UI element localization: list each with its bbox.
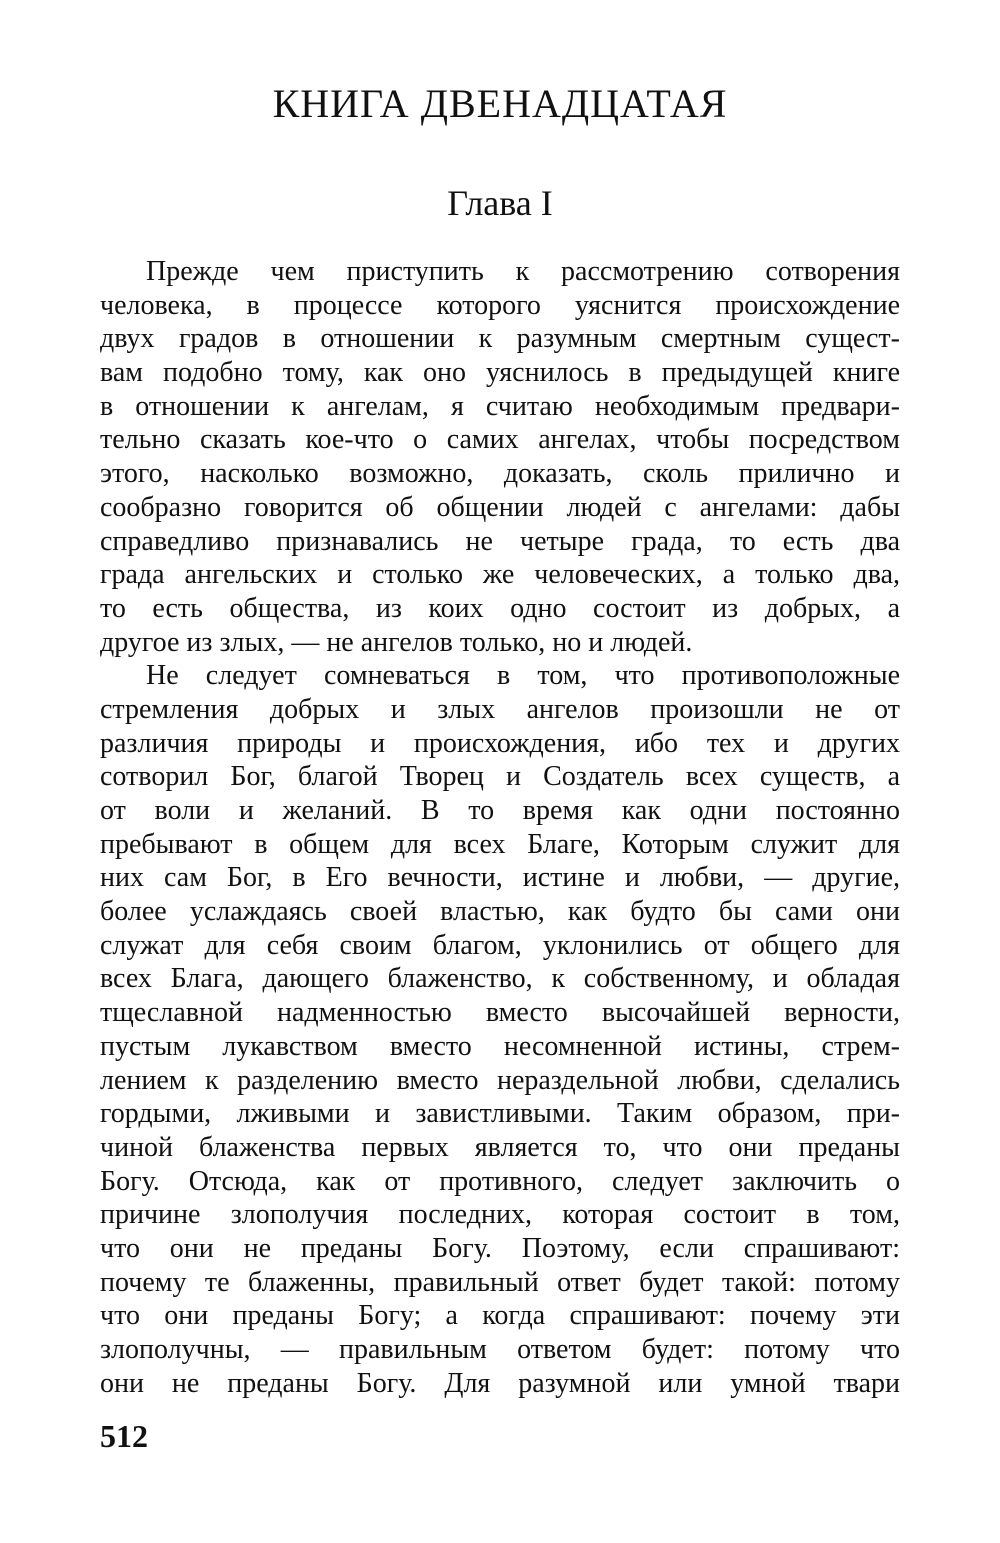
book-title: КНИГА ДВЕНАДЦАТАЯ [272, 81, 728, 126]
text-line: лением к разделению вместо нераздельной любви, сделались [100, 1064, 900, 1096]
text-line: них сам Бог, в Его вечности, истине и любви, — другие, [100, 862, 900, 894]
text-line: они не преданы Богу. Для разумной или умной твари [100, 1367, 900, 1399]
page-number: 512 [100, 1418, 148, 1454]
text-line: причине злополучия последних, которая состоит в том, [100, 1199, 900, 1231]
text-line: Богу. Отсюда, как от противного, следует заключить о [100, 1165, 900, 1197]
chapter-title: Глава I [447, 183, 553, 223]
text-line: почему те блаженны, правильный ответ будет такой: потому [100, 1266, 900, 1298]
text-line: что они не преданы Богу. Поэтому, если спрашивают: [100, 1232, 900, 1264]
text-line: гордыми, лживыми и завистливыми. Таким образом, при- [100, 1098, 900, 1130]
text-line: злополучны, — правильным ответом будет: потому что [100, 1334, 900, 1365]
text-line: в отношении к ангелам, я считаю необходимым предвари- [100, 390, 900, 422]
text-line: сообразно говорится об общении людей с ангелами: дабы [100, 491, 900, 523]
text-line: служат для себя своим благом, уклонились от общего для [100, 929, 900, 961]
paragraph-2 [100, 659, 900, 1400]
text-line: то есть общества, из коих одно состоит из добрых, а [100, 592, 900, 624]
text-line: всех Блага, дающего блаженство, к собственному, и обладая [100, 963, 900, 995]
body-text [100, 255, 900, 1400]
text-line: пребывают в общем для всех Благе, Которым служит для [100, 828, 900, 860]
text-line: града ангельских и столько же человеческих, а только два, [100, 559, 900, 591]
text-line: что они преданы Богу; а когда спрашивают: почему эти [100, 1300, 900, 1332]
text-line: двух градов в отношении к разумным смертным сущест- [100, 323, 900, 355]
text-line: сотворил Бог, благой Творец и Создатель всех существ, а [100, 761, 900, 793]
text-line: более услаждаясь своей властью, как будто бы сами они [100, 896, 900, 928]
text-line: тщеславной надменностью вместо высочайшей верности, [100, 997, 900, 1029]
text-line: человека, в процессе которого уяснится происхождение [100, 289, 900, 321]
text-line: тельно сказать кое-что о самих ангелах, чтобы посредством [100, 424, 900, 456]
text-line: справедливо признавались не четыре града, то есть два [100, 525, 900, 557]
text-line: Прежде чем приступить к рассмотрению сотворения [146, 256, 900, 287]
text-line: этого, насколько возможно, доказать, сколь прилично и [100, 458, 900, 490]
text-line: Не следует сомневаться в том, что противоположные [146, 660, 900, 692]
text-line: от воли и желаний. В то время как одни постоянно [100, 795, 900, 826]
text-line: пустым лукавством вместо несомненной истины, стрем- [100, 1030, 900, 1062]
text-line: чиной блаженства первых является то, что они преданы [100, 1131, 900, 1163]
text-line: другое из злых, — не ангелов только, но и людей. [100, 626, 693, 658]
text-line: различия природы и происхождения, ибо тех и других [100, 727, 900, 759]
text-line: вам подобно тому, как оно уяснилось в предыдущей книге [100, 357, 900, 389]
text-line: стремления добрых и злых ангелов произошли не от [100, 693, 900, 725]
paragraph-1 [100, 255, 900, 659]
